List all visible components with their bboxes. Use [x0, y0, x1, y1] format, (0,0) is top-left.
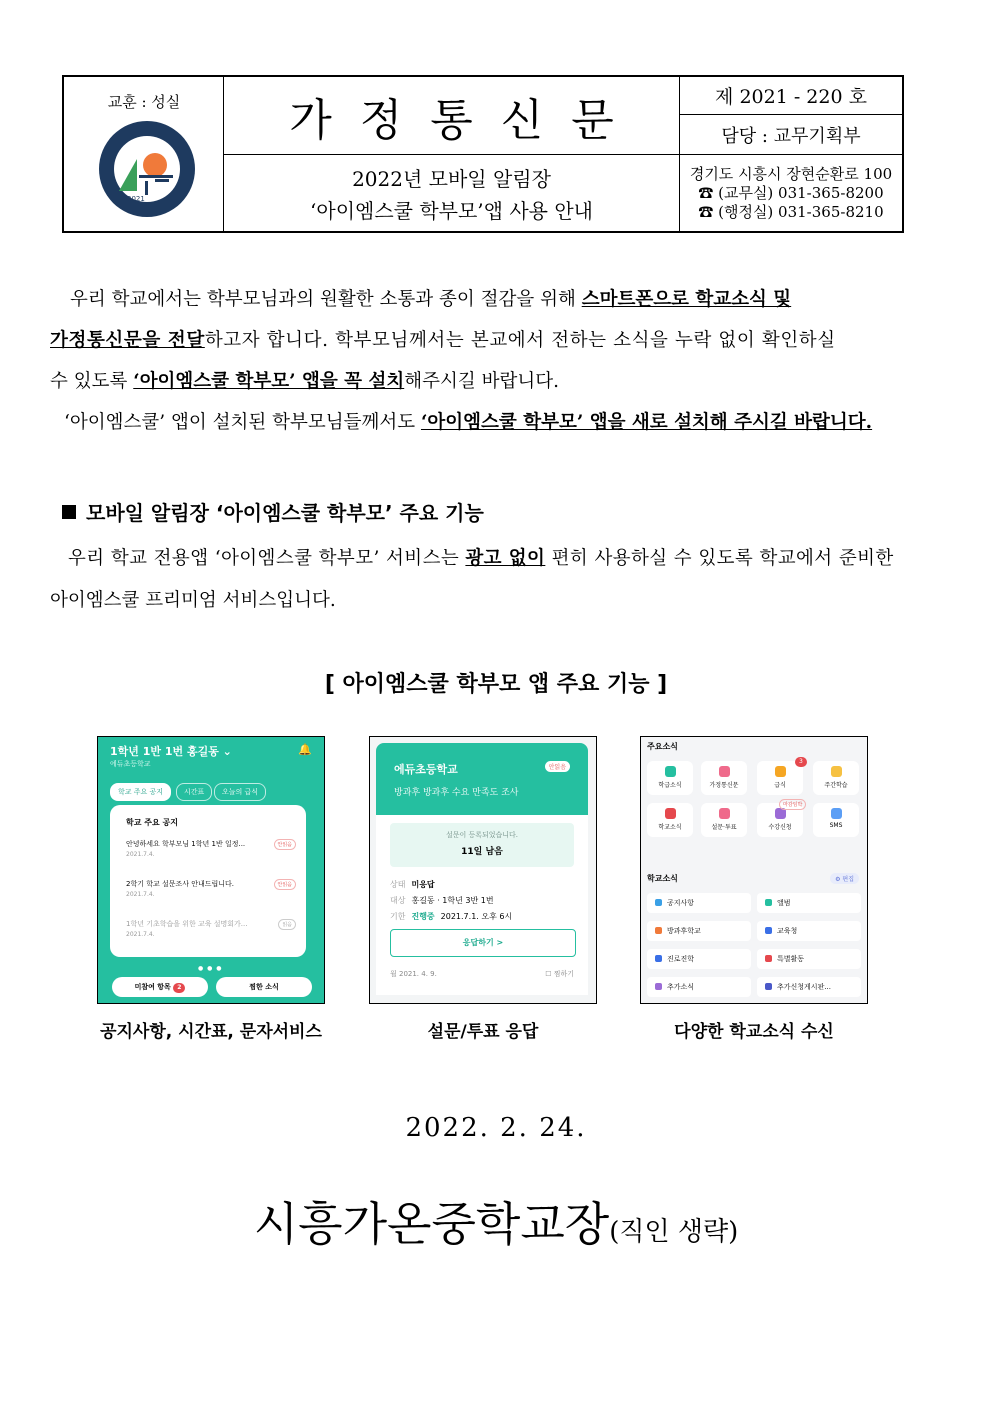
signature [0, 1188, 992, 1254]
screenshot-survey [369, 736, 597, 1004]
notice-item: 1학년 기초학습을 위한 교육 설명회가... 2021.7.4. 읽음 [126, 919, 296, 938]
subtitle-line-1: 2022년 모바일 알림장 [352, 167, 551, 191]
chip-meal: 오늘의 급식 [214, 783, 266, 801]
department: 담당 : 교무기획부 [721, 125, 861, 147]
icon-survey: 설문·투표 [701, 803, 747, 837]
school-logo-icon [97, 119, 197, 219]
status-row: 상태 미응답 [390, 880, 435, 889]
icon-school-news: 학교소식 [647, 803, 693, 837]
bell-icon: 🔔 [298, 743, 312, 756]
document-title: 가정통신문 [289, 94, 642, 146]
period-row: 기한 진행중 2021.7.1. 오후 6시 [390, 912, 513, 921]
class-name: 1학년 1반 1번 홍길동 ⌄ [110, 745, 232, 758]
icon-meal: 급식 [757, 761, 803, 795]
caption-survey: 설문/투표 응답 [427, 1022, 539, 1042]
answer-button: 응답하기 > [390, 929, 576, 957]
intro-line-2: 가정통신문을 전달하고자 합니다. 학부모님께서는 본교에서 전하는 소식을 누락 없이 확인하실 [50, 330, 836, 351]
unanswered-button: 미참여 항목 2 [112, 977, 208, 997]
icon-class-news: 학급소식 [647, 761, 693, 795]
section-emphasis: 광고 없이 [465, 548, 546, 569]
saved-news-button: 찜한 소식 [216, 977, 312, 997]
link-notice: 공지사항 [647, 893, 751, 913]
square-bullet-icon [62, 505, 76, 519]
icon-newsletter: 가정통신문 [701, 761, 747, 795]
school-name: 에듀초등학교 [110, 760, 151, 768]
link-education-office: 교육청 [757, 921, 861, 941]
phone-office: ☎ (교무실) 031-365-8200 [698, 184, 884, 202]
intro-line-4: ‘아이엠스쿨’ 앱이 설치된 학부모님들께서도 ‘아이엠스쿨 학부모’ 앱을 새로 설치해 주시길 바랍니다. [64, 412, 873, 433]
caption-notices: 공지사항, 시간표, 문자서비스 [100, 1022, 322, 1042]
subtitle-cell [224, 155, 680, 231]
survey-header [376, 743, 588, 815]
notice-item: 2학기 학교 설문조사 안내드립니다. 2021.7.4. 안읽음 [126, 879, 296, 898]
document-number: 제 2021 - 220 호 [715, 86, 867, 108]
deadline-badge: 마감임박 [779, 799, 806, 810]
link-extra-news: 추가소식 [647, 977, 751, 997]
features-title: [ 아이엠스쿨 학부모 앱 주요 기능 ] [324, 672, 668, 697]
survey-footer: 월 2021. 4. 9. ☐ 찜하기 [390, 970, 574, 978]
logo-year: 2021 [127, 195, 145, 203]
logo-cell [64, 77, 224, 231]
intro-emphasis-4: ‘아이엠스쿨 학부모’ 앱을 새로 설치해 주시길 바랍니다. [420, 412, 873, 433]
chip-timetable: 시간표 [176, 783, 212, 801]
link-extra-board: 추가신청게시판... [757, 977, 861, 997]
seal-note: (직인 생략) [609, 1217, 739, 1247]
dept-cell [680, 115, 902, 155]
address-cell [680, 155, 902, 231]
intro-line-3: 수 있도록 ‘아이엠스쿨 학부모’ 앱을 꼭 설치해주시길 바랍니다. [50, 371, 559, 392]
screenshot-school-news [640, 736, 868, 1004]
caption-school-news: 다양한 학교소식 수신 [674, 1022, 834, 1042]
notice-card [110, 805, 306, 957]
screenshot-notices [97, 736, 325, 1004]
survey-school: 에듀초등학교 [394, 763, 458, 776]
section-line-2: 아이엠스쿨 프리미엄 서비스입니다. [50, 590, 336, 611]
link-activities: 특별활동 [757, 949, 861, 969]
section-heading: 모바일 알림장 ‘아이엠스쿨 학부모’ 주요 기능 [62, 497, 484, 526]
header-table [62, 75, 904, 233]
target-row: 대상 홍길동 · 1학년 3반 1번 [390, 896, 494, 905]
intro-emphasis-3: ‘아이엠스쿨 학부모’ 앱을 꼭 설치 [133, 371, 405, 392]
icon-course: 수강신청 [757, 803, 803, 837]
title-cell [224, 77, 680, 155]
card-title: 학교 주요 공지 [126, 818, 178, 827]
edit-button: ⚙ 편집 [830, 873, 859, 884]
icon-sms: SMS [813, 803, 859, 837]
intro-emphasis-1: 스마트폰으로 학교소식 및 [581, 289, 792, 310]
survey-body [376, 815, 588, 995]
principal-name: 시흥가온중학교장 [253, 1197, 610, 1251]
survey-label: 방과후 방과후 수요 만족도 조사 [394, 788, 519, 798]
subtitle-line-2: ‘아이엠스쿨 학부모’앱 사용 안내 [310, 199, 593, 223]
chip-notice: 학교 주요 공지 [110, 783, 171, 801]
notice-item: 안녕하세요 학부모님 1학년 1반 일정... 2021.7.4. 안읽음 [126, 839, 296, 858]
meal-badge: 3 [795, 757, 807, 767]
intro-line-1: 우리 학교에서는 학부모님과의 원활한 소통과 종이 절감을 위해 스마트폰으로 학교소식 및 [70, 289, 792, 310]
phone-admin: ☎ (행정실) 031-365-8210 [698, 203, 884, 221]
section-line-1: 우리 학교 전용앱 ‘아이엠스쿨 학부모’ 서비스는 광고 없이 편히 사용하실 수 있도록 학교에서 준비한 [68, 548, 894, 569]
unread-pill: 안읽음 [545, 761, 570, 772]
pager-dots: ● ● ● [198, 965, 223, 972]
issue-date: 2022. 2. 24. [405, 1113, 587, 1143]
address: 경기도 시흥시 장현순환로 100 [689, 165, 893, 183]
number-cell [680, 77, 902, 115]
school-motto: 교훈 : 성실 [107, 93, 181, 111]
icon-weekly: 주간학습 [813, 761, 859, 795]
link-afterschool: 방과후학교 [647, 921, 751, 941]
link-album: 앨범 [757, 893, 861, 913]
school-news-title: 학교소식 [647, 874, 678, 883]
notice-box: 설문이 등록되었습니다. 11일 남음 [390, 823, 574, 867]
link-career: 진로진학 [647, 949, 751, 969]
intro-emphasis-2: 가정통신문을 전달 [50, 330, 205, 351]
main-news-title: 주요소식 [647, 742, 678, 751]
